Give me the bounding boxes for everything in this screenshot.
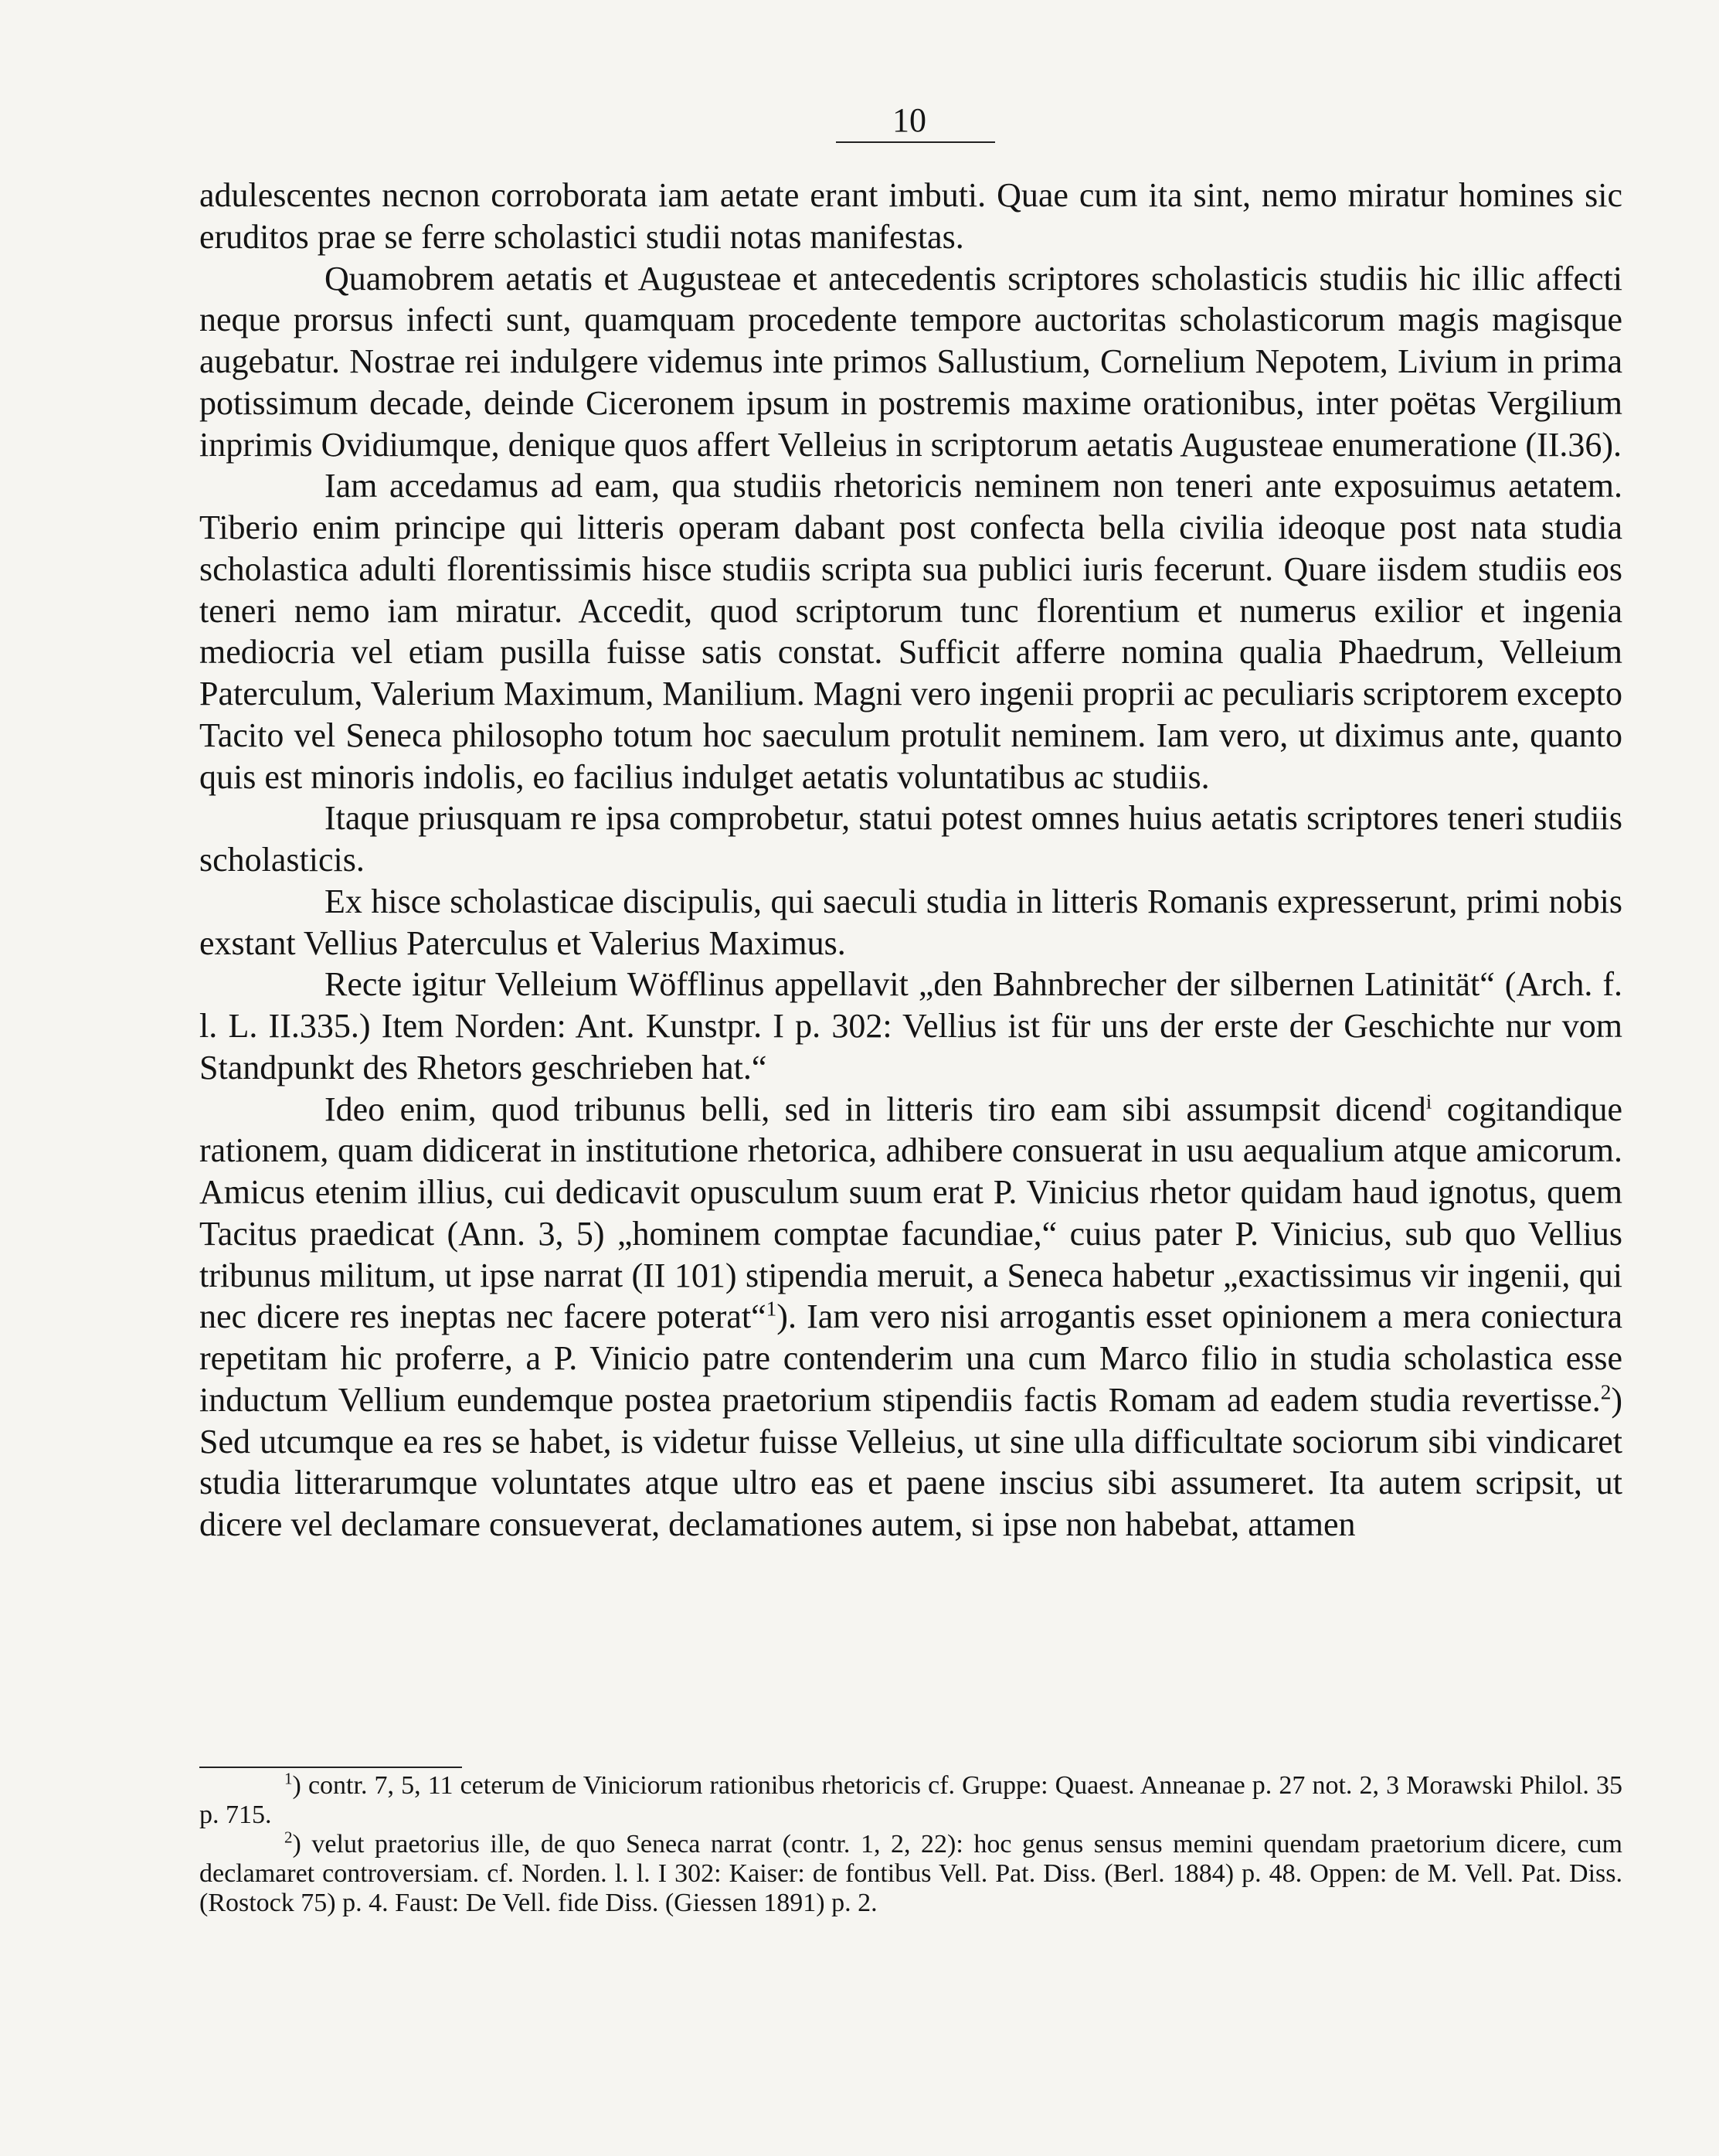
paragraph-7-part-4: ) Sed utcumque ea res se habet, is videtur fuisse Velleius, ut sine ulla difficultate sociorum sibi vindicaret studia litterarumque voluntates atque ultro eas et paene inscius sibi assumeret. Ita autem scripsit, ut dicere vel declamare consueverat, declamationes autem, si ipse non habebat, attamen	[199, 1380, 1622, 1543]
footnote-2	[199, 1830, 1622, 1918]
footnote-1-mark: 1	[284, 1769, 293, 1788]
paragraph-3: Iam accedamus ad eam, qua studiis rhetoricis neminem non teneri ante exposuimus aetatem. Tiberio enim principe qui litteris operam dabant post confecta bella civilia ideoque post nata studia scholastica adulti florentissimis hisce studiis scripta sua publici iuris fecerunt. Quare iisdem studiis eos teneri nemo iam miratur. Accedit, quod scriptorum tunc florentium et numerus exilior et ingenia mediocria vel etiam pusilla fuisse satis constat. Sufficit afferre nomina qualia Phaedrum, Velleium Paterculum, Valerium Maximum, Manilium. Magni vero ingenii proprii ac peculiaris scriptorem excepto Tacito vel Seneca philosopho totum hoc saeculum protulit neminem. Iam vero, ut diximus ante, quanto quis est minoris indolis, eo facilius indulget aetatis voluntatibus ac studiis.	[199, 467, 1622, 796]
superscript-i: i	[1425, 1089, 1432, 1113]
header-rule	[836, 141, 995, 143]
footnote-rule	[199, 1767, 462, 1768]
footnote-2-mark: 2	[284, 1828, 293, 1847]
main-text	[199, 175, 1622, 1546]
paragraph-4: Itaque priusquam re ipsa comprobetur, statui potest omnes huius aetatis scriptores teneri studiis scholasticis.	[199, 799, 1622, 879]
paragraph-5: Ex hisce scholasticae discipulis, qui saeculi studia in litteris Romanis expresserunt, primi nobis exstant Vellius Paterculus et Valerius Maximus.	[199, 882, 1622, 962]
paragraph-7-part-2: cogitandique rationem, quam didicerat in institutione rhetorica, adhibere consuerat in usu aequalium atque amicorum. Amicus etenim illius, cui dedicavit opusculum suum erat P. Vinicius rhetor quidam haud ignotus, quem Tacitus praedicat (Ann. 3, 5) „hominem comptae facundiae,“ cuius pater P. Vinicius, sub quo Vellius tribunus militum, ut ipse narrat (II 101) stipendia meruit, a Seneca habetur „exactissimus vir ingenii, qui nec dicere res ineptas nec facere poterat“	[199, 1090, 1622, 1336]
page-number: 10	[892, 101, 926, 139]
footnote-1	[199, 1771, 1622, 1830]
paragraph-7-part-1: Ideo enim, quod tribunus belli, sed in litteris tiro eam sibi assumpsit dicend	[324, 1090, 1426, 1128]
paragraph-7-part-3: ). Iam vero nisi arrogantis esset opinionem a mera coniectura repetitam hic proferre, a P. Vinicio patre contenderim una cum Marco filio in studia scholastica esse inductum Vellium eundemque postea praetorium stipendiis factis Romam ad eadem studia revertisse.	[199, 1297, 1622, 1419]
footnote-ref-2[interactable]: 2	[1600, 1380, 1612, 1404]
footnote-1-text: ) contr. 7, 5, 11 ceterum de Viniciorum rationibus rhetoricis cf. Gruppe: Quaest. Anneanae p. 27 not. 2, 3 Morawski Philol. 35 p. 715.	[199, 1771, 1622, 1829]
paragraph-1: adulescentes necnon corroborata iam aetate erant imbuti. Quae cum ita sint, nemo miratur homines sic eruditos prae se ferre scholastici studii notas manifestas.	[199, 176, 1622, 256]
paragraph-2: Quamobrem aetatis et Augusteae et antecedentis scriptores scholasticis studiis hic illic affecti neque prorsus infecti sunt, quamquam procedente tempore auctoritas scholasticorum magis magisque augebatur. Nostrae rei indulgere videmus inte primos Sallustium, Cornelium Nepotem, Livium in prima potissimum decade, deinde Ciceronem ipsum in postremis maxime orationibus, inter poëtas Vergilium inprimis Ovidiumque, denique quos affert Velleius in scriptorum aetatis Augusteae enumeratione (II.36).	[199, 259, 1622, 464]
paragraph-6: Recte igitur Velleium Wöfflinus appellavit „den Bahnbrecher der silbernen Latinität“ (Arch. f. l. L. II.335.) Item Norden: Ant. Kunstpr. I p. 302: Vellius ist für uns der erste der Geschichte nur vom Standpunkt des Rhetors geschrieben hat.“	[199, 965, 1622, 1087]
footnote-ref-1[interactable]: 1	[766, 1297, 777, 1321]
paragraph-7	[199, 1089, 1622, 1546]
footnotes	[199, 1771, 1622, 1918]
footnote-2-text: ) velut praetorius ille, de quo Seneca narrat (contr. 1, 2, 22): hoc genus sensus memini quendam praetorium dicere, cum declamaret controversiam. cf. Norden. l. l. I 302: Kaiser: de fontibus Vell. Pat. Diss. (Berl. 1884) p. 48. Oppen: de M. Vell. Pat. Diss. (Rostock 75) p. 4. Faust: De Vell. fide Diss. (Giessen 1891) p. 2.	[199, 1830, 1622, 1917]
